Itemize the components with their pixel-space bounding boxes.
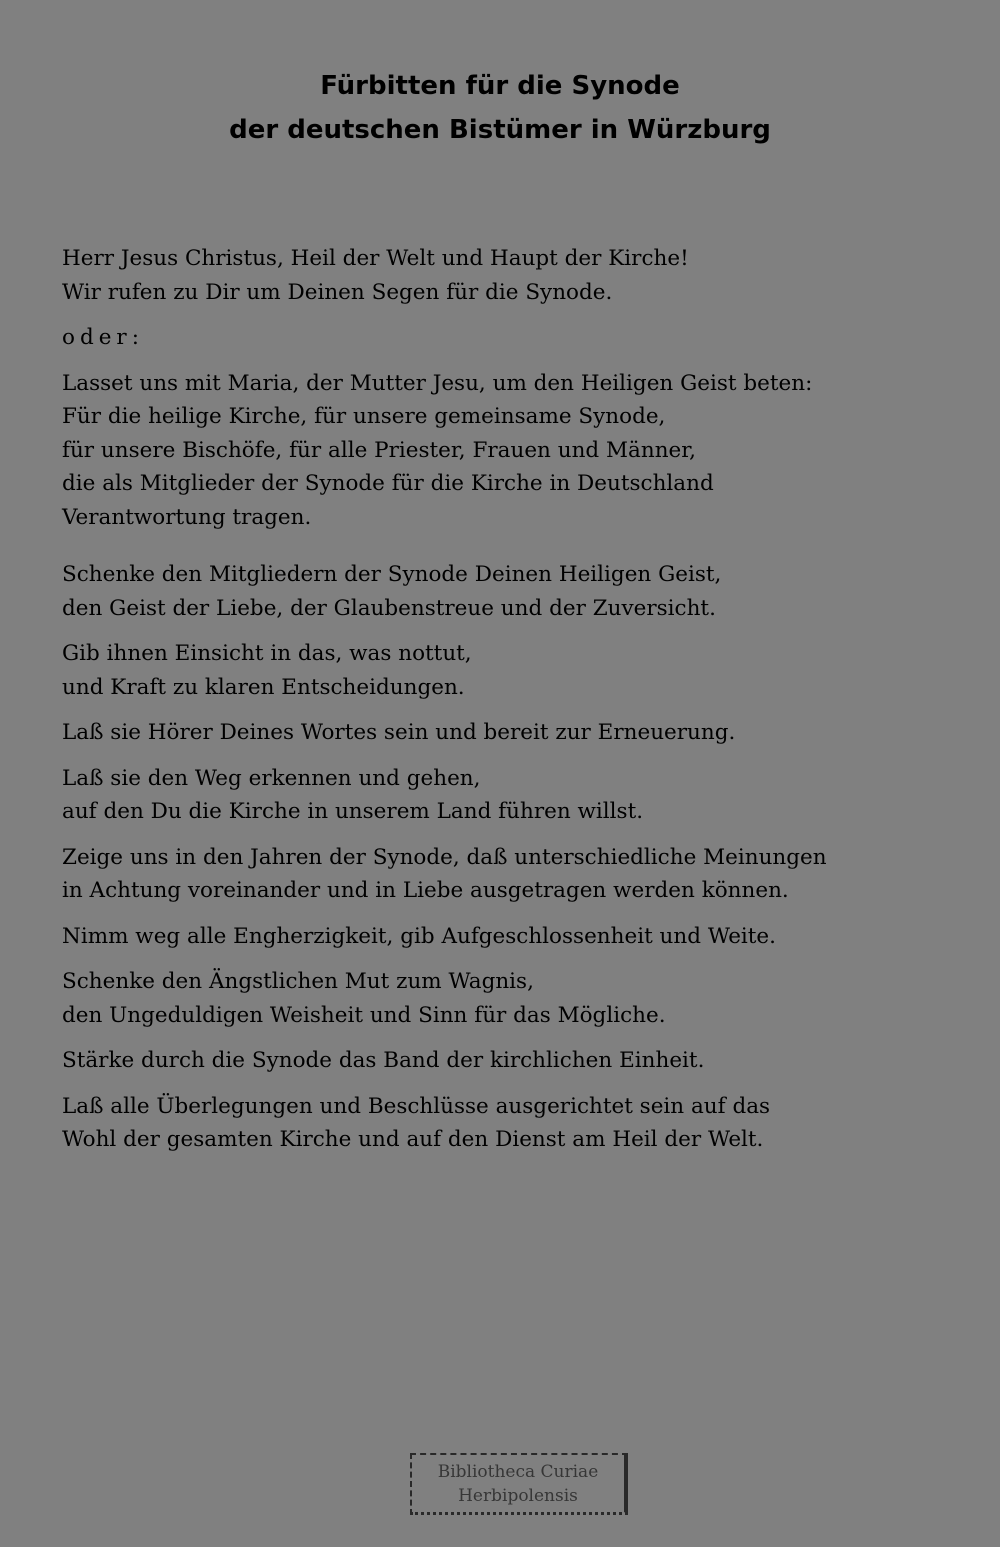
text-line: Laß sie Hörer Deines Wortes sein und bereit zur Erneuerung. [62,720,736,745]
paragraph-intro [62,367,962,535]
text-line: Schenke den Ängstlichen Mut zum Wagnis, [62,969,534,994]
paragraph-invocation [62,242,962,309]
text-line: Wir rufen zu Dir um Deinen Segen für die Synode. [62,279,613,305]
stamp-line-2: Herbipolensis [458,1486,578,1506]
text-line: Herr Jesus Christus, Heil der Welt und Haupt der Kirche! [62,246,689,271]
document-title [0,64,1000,152]
text-line: und Kraft zu klaren Entscheidungen. [62,674,465,700]
paragraph-petition [62,637,962,704]
text-line: oder: [62,325,144,350]
paragraph-oder [62,321,962,355]
text-line: in Achtung voreinander und in Liebe ausgetragen werden können. [62,878,789,903]
text-line: Laß sie den Weg erkennen und gehen, [62,765,481,791]
title-line-1: Fürbitten für die Synode [320,71,680,101]
text-line: die als Mitglieder der Synode für die Kirche in Deutschland [62,471,714,496]
paragraph-petition [62,920,962,954]
paragraph-petition [62,1090,962,1157]
title-line-2: der deutschen Bistümer in Würzburg [229,115,771,145]
text-line: Verantwortung tragen. [62,504,312,530]
text-line: Für die heilige Kirche, für unsere gemeinsame Synode, [62,404,666,429]
paragraph-petition [62,1044,962,1078]
text-line: Lasset uns mit Maria, der Mutter Jesu, um den Heiligen Geist beten: [62,370,813,396]
paragraph-petition [62,558,962,625]
paragraph-petition [62,762,962,829]
stamp-line-1: Bibliotheca Curiae [437,1462,599,1482]
paragraph-petition [62,965,962,1032]
text-line: den Ungeduldigen Weisheit und Sinn für das Mögliche. [62,1002,666,1028]
library-stamp [410,1453,628,1515]
text-line: den Geist der Liebe, der Glaubenstreue und der Zuversicht. [62,595,716,621]
text-line: Schenke den Mitgliedern der Synode Deinen Heiligen Geist, [62,562,722,587]
prayer-text [62,242,962,1169]
paragraph-petition [62,716,962,750]
text-line: Stärke durch die Synode das Band der kirchlichen Einheit. [62,1048,705,1073]
text-line: Gib ihnen Einsicht in das, was nottut, [62,641,472,666]
text-line: Wohl der gesamten Kirche und auf den Dienst am Heil der Welt. [62,1127,764,1152]
text-line: für unsere Bischöfe, für alle Priester, Frauen und Männer, [62,437,697,463]
text-line: auf den Du die Kirche in unserem Land führen willst. [62,799,644,824]
text-line: Nimm weg alle Engherzigkeit, gib Aufgeschlossenheit und Weite. [62,923,776,949]
text-line: Laß alle Überlegungen und Beschlüsse ausgerichtet sein auf das [62,1093,771,1119]
text-line: Zeige uns in den Jahren der Synode, daß unterschiedliche Meinungen [62,844,827,870]
paragraph-petition [62,841,962,908]
